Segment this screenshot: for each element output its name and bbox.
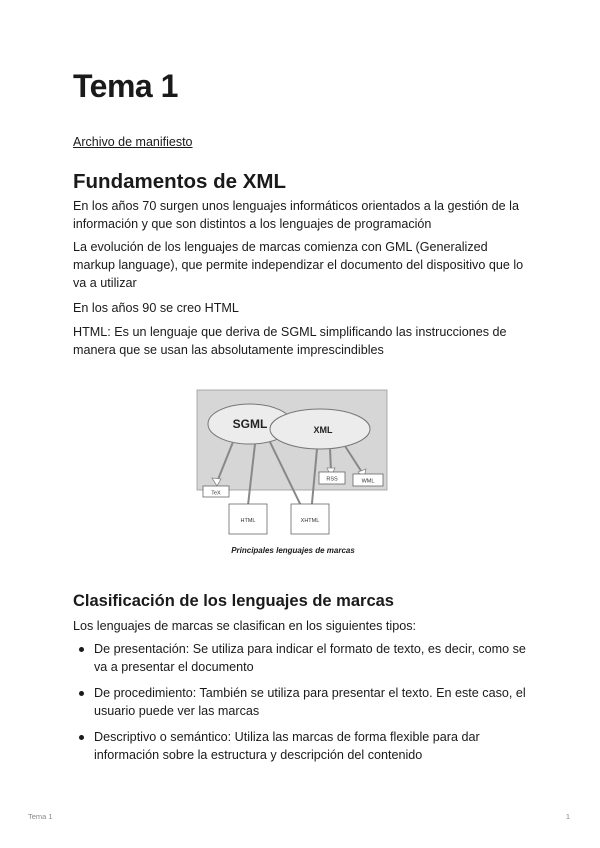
diagram-svg bbox=[195, 386, 390, 541]
paragraph: En los años 70 surgen unos lenguajes informáticos orientados a la gestión de la información y que son distintos a los lenguajes de programación bbox=[73, 199, 519, 231]
paragraph: HTML: Es un lenguaje que deriva de SGML simplificando las instrucciones de manera que se usan las absolutamente imprescindibles bbox=[73, 325, 507, 357]
xml-label: XML bbox=[313, 425, 333, 435]
list-item: Descriptivo o semántico: Utiliza las marcas de forma flexible para dar información sobre la estructura y descripción del contenido bbox=[73, 728, 533, 764]
tex-label: TeX bbox=[211, 490, 221, 497]
rss-label: RSS bbox=[326, 476, 338, 483]
paragraph: La evolución de los lenguajes de marcas comienza con GML (Generalized markup language), que permite independizar el documento del dispositivo que lo va a utilizar bbox=[73, 240, 524, 290]
types-list bbox=[73, 640, 533, 772]
bullet-icon bbox=[79, 691, 84, 696]
section-heading-xml: Fundamentos de XML bbox=[73, 170, 286, 193]
xhtml-label: XHTML bbox=[300, 518, 320, 524]
list-item: De procedimiento: También se utiliza para presentar el texto. En este caso, el usuario puede ver las marcas bbox=[73, 684, 533, 720]
bullet-icon bbox=[79, 735, 84, 740]
page-title: Tema 1 bbox=[73, 68, 178, 104]
markup-languages-diagram bbox=[195, 386, 390, 541]
html-label: HTML bbox=[240, 518, 256, 524]
footer-title: Tema 1 bbox=[28, 812, 53, 821]
list-item: De presentación: Se utiliza para indicar el formato de texto, es decir, como se va a presentar el documento bbox=[73, 640, 533, 676]
sgml-label: SGML bbox=[232, 417, 268, 431]
page-number: 1 bbox=[565, 812, 570, 821]
manifest-link[interactable]: Archivo de manifiesto bbox=[73, 135, 193, 149]
paragraph: En los años 90 se creo HTML bbox=[73, 301, 239, 315]
paragraph: Los lenguajes de marcas se clasifican en los siguientes tipos: bbox=[73, 619, 417, 633]
wml-label: WML bbox=[361, 478, 375, 485]
bullet-icon bbox=[79, 647, 84, 652]
section-heading-clasificacion: Clasificación de los lenguajes de marcas bbox=[73, 592, 394, 610]
figure-caption: Principales lenguajes de marcas bbox=[231, 546, 355, 555]
